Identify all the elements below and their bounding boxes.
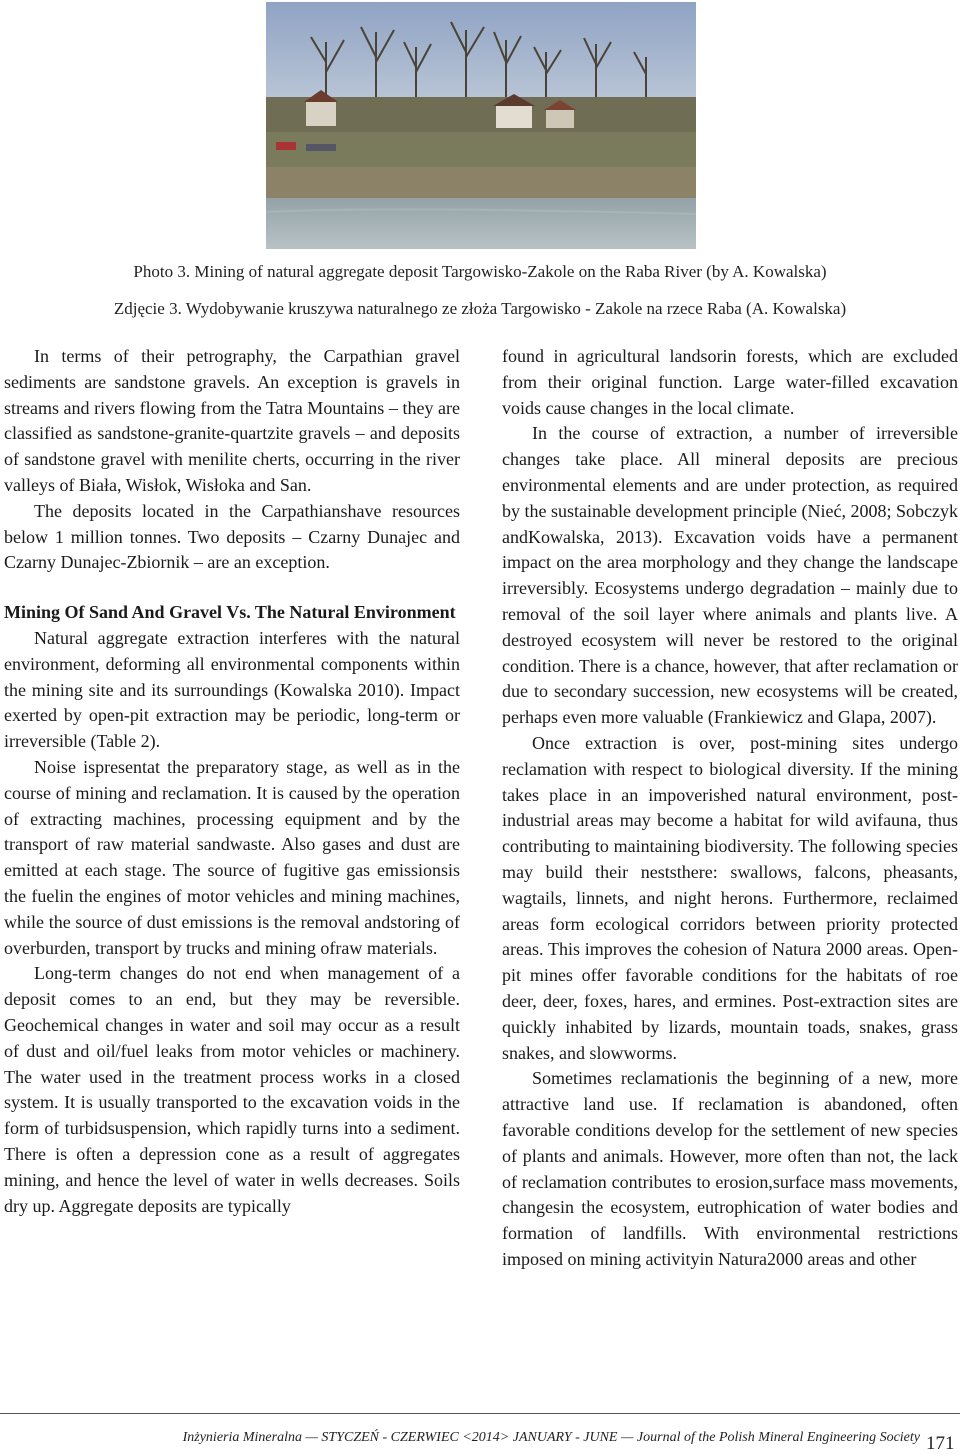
paragraph: Once extraction is over, post-mining sites undergo reclamation with respect to biological diversity. If the mining takes place in an impoverished natural environment, post-industrial areas may become a habitat for wild avifauna, thus contributing to maintaining biodiversity. The following species may build their neststhere: swallows, falcons, pheasants, wagtails, linnets, and night herons. Furthermore, reclaimed areas form ecological corridors between priority protected areas. This improves the cohesion of Natura 2000 areas. Open-pit mines offer favorable conditions for the habitats of roe deer, deer, foxes, hares, and ermines. Post-extraction sites are quickly inhabited by lizards, mountain toads, snakes, grass snakes, and slowworms. xyxy=(502,732,958,1063)
footer-divider xyxy=(0,1413,960,1414)
paragraph: Long-term changes do not end when management of a deposit comes to an end, but they may be reversible. Geochemical changes in water and soil may occur as a result of dust and oil/fuel leaks from motor vehicles or machinery. The water used in the treatment process works in a closed system. It is usually transported to the excavation voids in the form of turbidsuspension, which rapidly turns into a sediment. There is often a depression cone as a result of aggregates mining, and hence the level of water in wells decreases. Soils dry up. Aggregate deposits are typically xyxy=(4,963,460,1216)
photo-caption-polish: Zdjęcie 3. Wydobywanie kruszywa naturalnego ze złoża Targowisko - Zakole na rzece Raba (A. Kowalska) xyxy=(113,299,847,318)
paragraph: Sometimes reclamationis the beginning of a new, more attractive land use. If reclamation is abandoned, often favorable conditions develop for the settlement of new species of plants and animals. However, more often than not, the lack of reclamation contributes to erosion,surface mass movements, changesin the ecosystem, eutrophication of water bodies and formation of landfills. With environmental restrictions imposed on mining activityin Natura2000 areas and other xyxy=(502,1068,958,1269)
right-column xyxy=(502,344,958,1273)
paragraph: Noise ispresentat the preparatory stage, as well as in the course of mining and reclamation. It is caused by the operation of extracting machines, processing equipment and by the transport of raw material sandwaste. Also gases and dust are emitted at each stage. The source of fugitive gas emissionsis the fuelin the engines of motor vehicles and mining machines, while the source of dust emissions is the removal andstoring of overburden, transport by trucks and mining ofraw materials. xyxy=(4,756,460,958)
page-number: 171 xyxy=(926,1433,955,1454)
landscape-photo xyxy=(266,2,696,249)
paragraph: The deposits located in the Carpathianshave resources below 1 million tonnes. Two deposits – Czarny Dunajec and Czarny Dunajec-Zbiornik – are an exception. xyxy=(4,500,460,573)
left-column xyxy=(4,344,460,1219)
paragraph: Natural aggregate extraction interferes with the natural environment, deforming all environmental components within the mining site and its surroundings (Kowalska 2010). Impact exerted by open-pit extraction may be periodic, long-term or irreversible (Table 2). xyxy=(4,627,460,752)
photo-caption-english: Photo 3. Mining of natural aggregate deposit Targowisko-Zakole on the Raba River (by A. Kowalska) xyxy=(133,262,827,281)
paragraph: found in agricultural landsorin forests, which are excluded from their original function. Large water-filled excavation voids cause changes in the local climate. xyxy=(502,346,958,418)
journal-footer: Inżynieria Mineralna — STYCZEŃ - CZERWIEC <2014> JANUARY - JUNE — Journal of the Polish Mineral Engineering Society xyxy=(182,1430,920,1445)
photo-gravel-mining-site xyxy=(266,2,696,249)
section-heading: Mining Of Sand And Gravel Vs. The Natural Environment xyxy=(4,602,456,623)
paragraph: In the course of extraction, a number of irreversible changes take place. All mineral deposits are precious environmental elements and are under protection, as required by the sustainable development principle (Nieć, 2008; Sobczyk andKowalska, 2013). Excavation voids have a permanent impact on the area morphology and they change the landscape irreversibly. Ecosystems undergo degradation – mainly due to removal of the soil layer where animals and plants live. A destroyed ecosystem will never be restored to the original condition. There is a chance, however, that after reclamation or due to secondary succession, new ecosystems will be created, perhaps even more valuable (Frankiewicz and Glapa, 2007). xyxy=(502,423,958,728)
paragraph: In terms of their petrography, the Carpathian gravel sediments are sandstone gravels. An exception is gravels in streams and rivers flowing from the Tatra Mountains – they are classified as sandstone-granite-quartzite gravels – and deposits of sandstone gravel with menilite cherts, occurring in the river valleys of Biała, Wisłok, Wisłoka and San. xyxy=(4,346,460,495)
